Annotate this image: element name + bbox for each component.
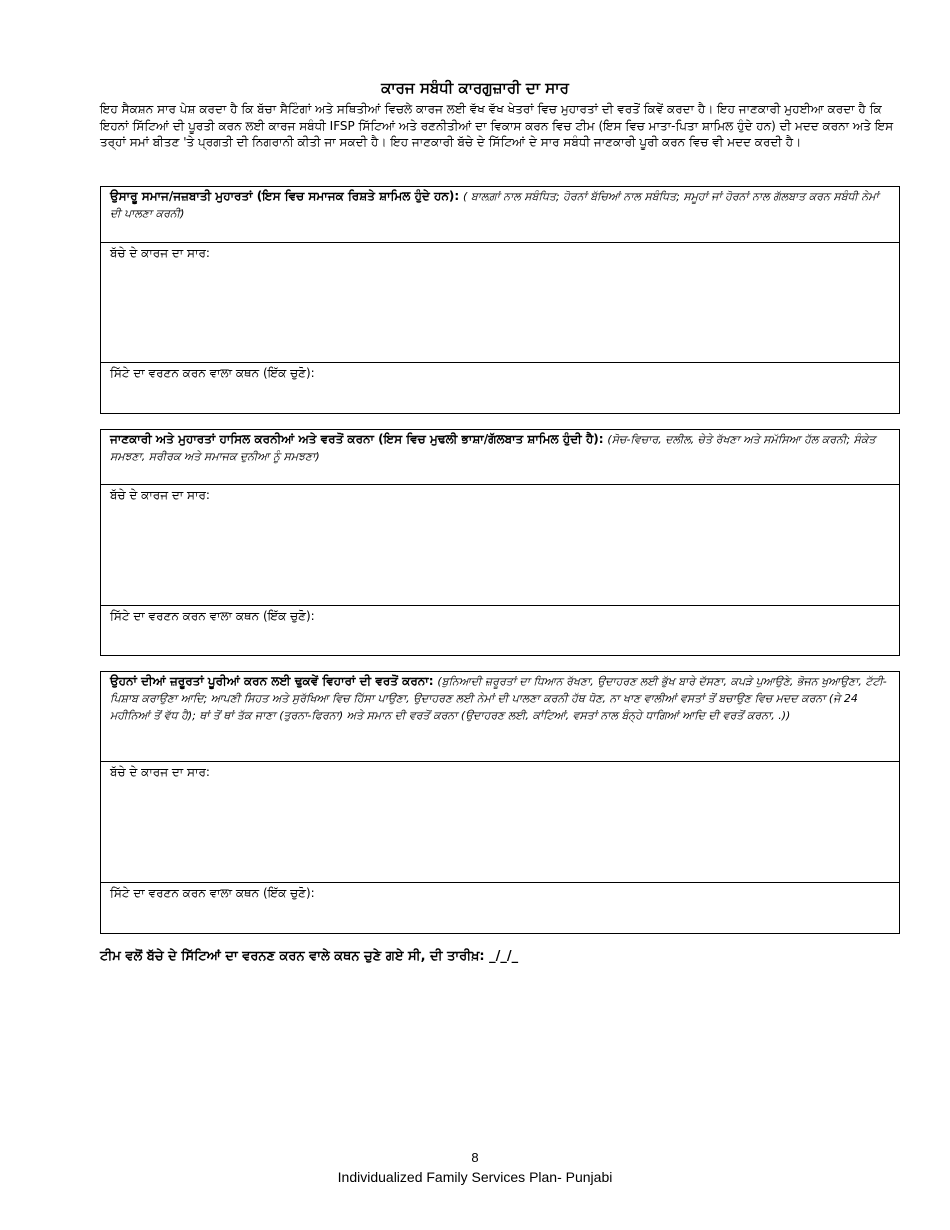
section-heading bbox=[101, 187, 899, 242]
outcome-statement-label: ਸਿੱਟੇ ਦਾ ਵਰਣਨ ਕਰਨ ਵਾਲਾ ਕਥਨ (ਇੱਕ ਚੁਣੋ): bbox=[110, 609, 315, 623]
team-selection-date-line: ਟੀਮ ਵਲੋਂ ਬੱਚੇ ਦੇ ਸਿੱਟਿਆਂ ਦਾ ਵਰਨਣ ਕਰਨ ਵਾਲੇ ਕਥਨ ਚੁਣੇ ਗਏ ਸੀ, ਦੀ ਤਾਰੀਖ਼: _/_/_ bbox=[100, 949, 519, 964]
child-function-summary-field[interactable] bbox=[101, 484, 899, 605]
section-heading-bold: ਉਸਾਰੂ ਸਮਾਜ/ਜਜ਼ਬਾਤੀ ਮੁਹਾਰਤਾਂ (ਇਸ ਵਿਚ ਸਮਾਜਕ ਰਿਸ਼ਤੇ ਸ਼ਾਮਿਲ ਹੁੰਦੇ ਹਨ): bbox=[110, 189, 460, 203]
outcome-statement-field[interactable] bbox=[101, 605, 899, 654]
page-title: ਕਾਰਜ ਸਬੰਧੀ ਕਾਰਗੁਜ਼ਾਰੀ ਦਾ ਸਾਰ bbox=[381, 79, 569, 97]
child-function-summary-label: ਬੱਚੇ ਦੇ ਕਾਰਜ ਦਾ ਸਾਰ: bbox=[110, 246, 210, 260]
section-heading-examples: (ਬੁਨਿਆਦੀ ਜ਼ਰੂਰਤਾਂ ਦਾ ਧਿਆਨ ਰੱਖਣਾ, ਉਦਾਹਰਣ ਲਈ ਭੁੱਖ ਬਾਰੇ ਦੱਸਣਾ, ਕਪੜੇ ਪੁਆਉਣੇ, ਭੋਜਨ ਖੁਆਉਣਾ, ਟੱਟੀ-ਪਿਸ਼ਾਬ ਕਰਾਉਣਾ ਆਦਿ; ਆਪਣੀ ਸਿਹਤ ਅਤੇ ਸੁਰੱਖਿਆ ਵਿਚ ਹਿੱਸਾ ਪਾਉਣਾ, ਉਦਾਹਰਣ ਲਈ ਨੇਮਾਂ ਦੀ ਪਾਲਣਾ ਕਰਨੀ ਹੱਥ ਧੋਣ, ਨਾ ਖਾਣ ਵਾਲੀਆਂ ਵਸਤਾਂ ਤੋਂ ਬਚਾਉਣ ਵਿਚ ਮਦਦ ਕਰਨਾ (ਜੇ 24 ਮਹੀਨਿਆਂ ਤੋਂ ਵੱਧ ਹੈ); ਥਾਂ ਤੋਂ ਥਾਂ ਤੱਕ ਜਾਣਾ (ਤੁਰਨਾ-ਫਿਰਨਾ) ਅਤੇ ਸਮਾਨ ਦੀ ਵਰਤੋਂ ਕਰਨਾ (ਉਦਾਹਰਣ ਲਈ, ਕਾਂਟਿਆਂ, ਵਸਤਾਂ ਨਾਲ ਬੰਨ੍ਹੇ ਧਾਗਿਆਂ ਆਦਿ ਦੀ ਵਰਤੋਂ ਕਰਨਾ, .)) bbox=[110, 675, 887, 722]
section-heading-examples: ( ਬਾਲਗ਼ਾਂ ਨਾਲ ਸਬੰਧਿਤ; ਹੋਰਨਾਂ ਬੱਚਿਆਂ ਨਾਲ ਸਬੰਧਿਤ; ਸਮੂਹਾਂ ਜਾਂ ਹੋਰਨਾਂ ਨਾਲ ਗੱਲਬਾਤ ਕਰਨ ਸਬੰਧੀ ਨੇਮਾਂ ਦੀ ਪਾਲਣਾ ਕਰਨੀ) bbox=[110, 190, 879, 220]
child-function-summary-field[interactable] bbox=[101, 761, 899, 882]
section-social-emotional bbox=[100, 186, 900, 414]
outcome-statement-field[interactable] bbox=[101, 882, 899, 932]
page-number: 8 bbox=[471, 1150, 479, 1165]
document-footer: Individualized Family Services Plan- Punjabi bbox=[337, 1169, 613, 1185]
section-heading-bold: ਜਾਣਕਾਰੀ ਅਤੇ ਮੁਹਾਰਤਾਂ ਹਾਸਿਲ ਕਰਨੀਆਂ ਅਤੇ ਵਰਤੋਂ ਕਰਨਾ (ਇਸ ਵਿਚ ਮੁਢਲੀ ਭਾਸ਼ਾ/ਗੱਲਬਾਤ ਸ਼ਾਮਿਲ ਹੁੰਦੀ ਹੈ): bbox=[110, 432, 604, 446]
section-knowledge-skills bbox=[100, 429, 900, 656]
child-function-summary-field[interactable] bbox=[101, 242, 899, 362]
section-heading-bold: ਉਹਨਾਂ ਦੀਆਂ ਜ਼ਰੂਰਤਾਂ ਪੂਰੀਆਂ ਕਰਨ ਲਈ ਢੁਕਵੇਂ ਵਿਹਾਰਾਂ ਦੀ ਵਰਤੋਂ ਕਰਨਾ: bbox=[110, 674, 434, 688]
section-heading bbox=[101, 672, 899, 761]
outcome-statement-label: ਸਿੱਟੇ ਦਾ ਵਰਣਨ ਕਰਨ ਵਾਲਾ ਕਥਨ (ਇੱਕ ਚੁਣੋ): bbox=[110, 886, 315, 900]
child-function-summary-label: ਬੱਚੇ ਦੇ ਕਾਰਜ ਦਾ ਸਾਰ: bbox=[110, 765, 210, 779]
outcome-statement-label: ਸਿੱਟੇ ਦਾ ਵਰਣਨ ਕਰਨ ਵਾਲਾ ਕਥਨ (ਇੱਕ ਚੁਣੋ): bbox=[110, 366, 315, 380]
child-function-summary-label: ਬੱਚੇ ਦੇ ਕਾਰਜ ਦਾ ਸਾਰ: bbox=[110, 488, 210, 502]
section-heading bbox=[101, 430, 899, 484]
outcome-statement-field[interactable] bbox=[101, 362, 899, 412]
section-appropriate-behaviors bbox=[100, 671, 900, 934]
section-heading-examples: (ਸੋਚ-ਵਿਚਾਰ, ਦਲੀਲ, ਚੇਤੇ ਰੱਖਣਾ ਅਤੇ ਸਮੱਸਿਆ ਹੱਲ ਕਰਨੀ; ਸੰਕੇਤ ਸਮਝਣਾ, ਸਰੀਰਕ ਅਤੇ ਸਮਾਜਕ ਦੁਨੀਆ ਨੂੰ ਸਮਝਣਾ) bbox=[110, 433, 876, 463]
intro-paragraph: ਇਹ ਸੈਕਸ਼ਨ ਸਾਰ ਪੇਸ਼ ਕਰਦਾ ਹੈ ਕਿ ਬੱਚਾ ਸੈਟਿੰਗਾਂ ਅਤੇ ਸਥਿਤੀਆਂ ਵਿਚਲੇ ਕਾਰਜ ਲਈ ਵੱਖ ਵੱਖ ਖੇਤਰਾਂ ਵਿਚ ਮੁਹਾਰਤਾਂ ਦੀ ਵਰਤੋਂ ਕਿਵੇਂ ਕਰਦਾ ਹੈ। ਇਹ ਜਾਣਕਾਰੀ ਮੁਹਈਆ ਕਰਦਾ ਹੈ ਕਿ ਇਹਨਾਂ ਸਿੱਟਿਆਂ ਦੀ ਪੂਰਤੀ ਕਰਨ ਲਈ ਕਾਰਜ ਸਬੰਧੀ IFSP ਸਿੱਟਿਆਂ ਅਤੇ ਰਣਨੀਤੀਆਂ ਦਾ ਵਿਕਾਸ ਕਰਨ ਵਿਚ ਟੀਮ (ਇਸ ਵਿਚ ਮਾਤਾ-ਪਿਤਾ ਸ਼ਾਮਿਲ ਹੁੰਦੇ ਹਨ) ਦੀ ਮਦਦ ਕਰਨਾ ਅਤੇ ਇਸ ਤਰ੍ਹਾਂ ਸਮਾਂ ਬੀਤਣ 'ਤੇ ਪ੍ਰਗਤੀ ਦੀ ਨਿਗਰਾਨੀ ਕੀਤੀ ਜਾ ਸਕਦੀ ਹੈ। ਇਹ ਜਾਣਕਾਰੀ ਬੱਚੇ ਦੇ ਸਿੱਟਿਆਂ ਦੇ ਸਾਰ ਸਬੰਧੀ ਜਾਣਕਾਰੀ ਪੂਰੀ ਕਰਨ ਵਿਚ ਵੀ ਮਦਦ ਕਰਦੀ ਹੈ। bbox=[100, 102, 894, 149]
